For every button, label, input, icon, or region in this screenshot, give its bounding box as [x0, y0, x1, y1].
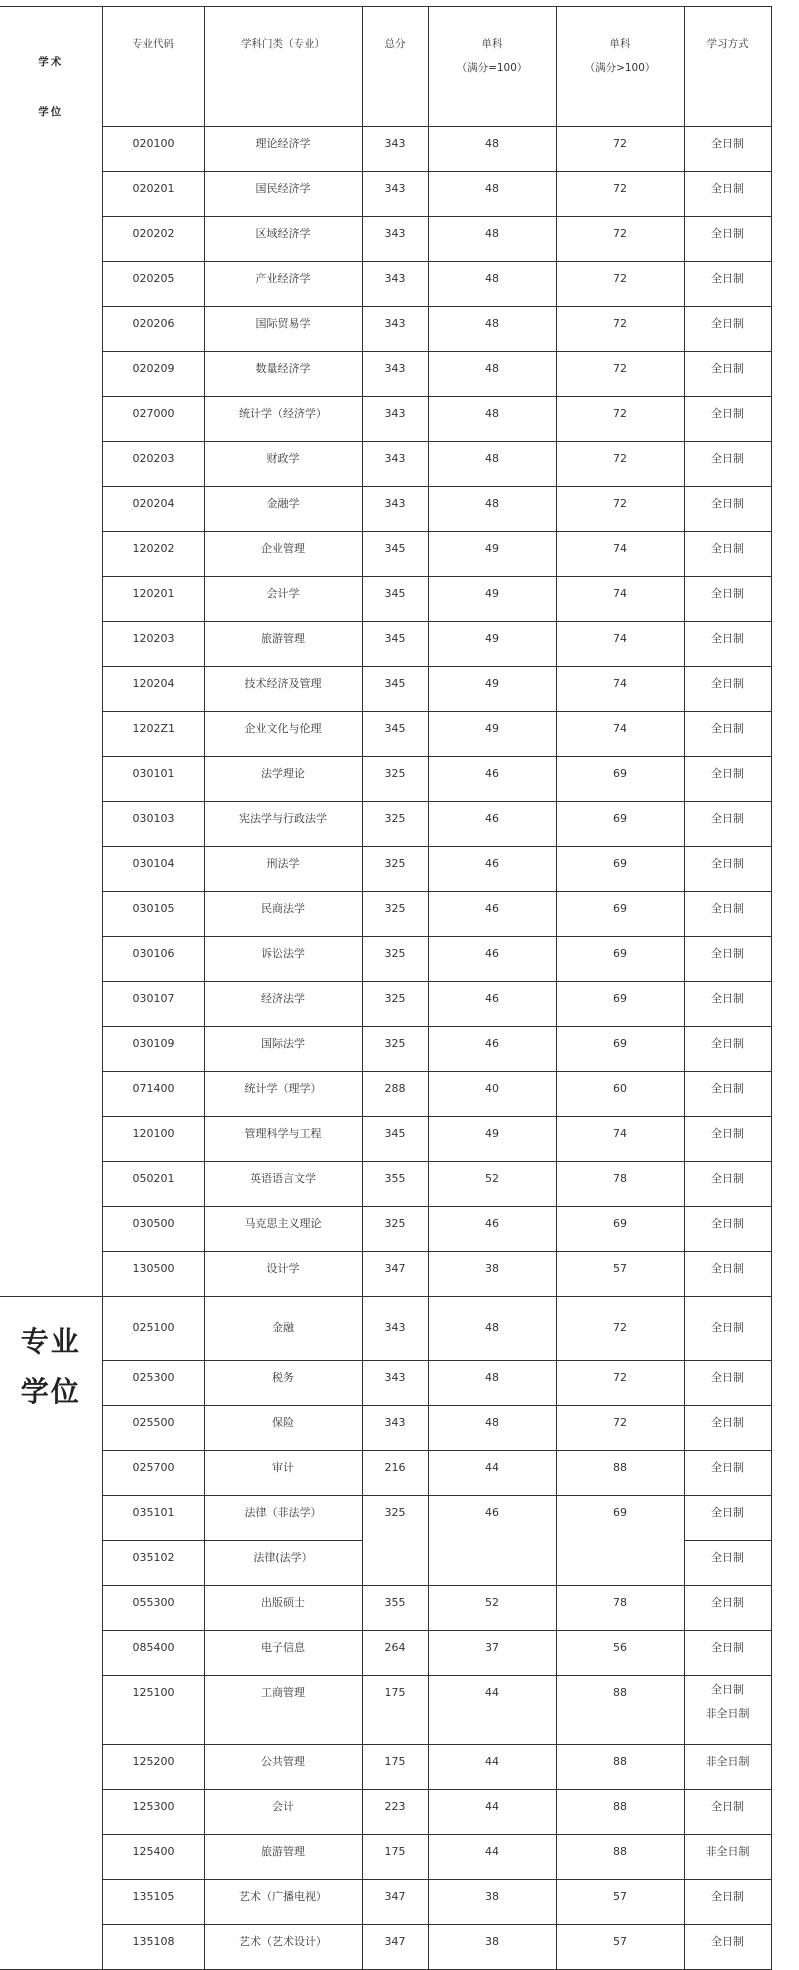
single-over-100-cell: 57	[556, 1925, 684, 1970]
total-cell: 175	[362, 1835, 428, 1880]
single-over-100-cell: 88	[556, 1451, 684, 1496]
table-row	[0, 1297, 771, 1361]
mode-cell: 全日制	[684, 1297, 771, 1361]
single-100-cell: 40	[428, 1072, 556, 1117]
mode-cell: 全日制	[684, 1631, 771, 1676]
discipline-cell: 审计	[204, 1451, 362, 1496]
discipline-cell: 数量经济学	[204, 352, 362, 397]
code-cell: 030103	[102, 802, 204, 847]
single-100-cell: 48	[428, 442, 556, 487]
total-cell: 223	[362, 1790, 428, 1835]
mode-cell: 全日制	[684, 1207, 771, 1252]
mode-cell: 全日制	[684, 937, 771, 982]
code-cell: 030106	[102, 937, 204, 982]
single-over-100-cell: 69	[556, 757, 684, 802]
code-cell: 030107	[102, 982, 204, 1027]
single-100-cell: 52	[428, 1162, 556, 1207]
single-over-100-cell: 69	[556, 847, 684, 892]
table-row	[0, 1631, 771, 1676]
table-row	[0, 757, 771, 802]
table-row	[0, 487, 771, 532]
discipline-cell: 旅游管理	[204, 1835, 362, 1880]
mode-cell: 全日制	[684, 1162, 771, 1207]
single-100-cell: 46	[428, 847, 556, 892]
single-100-cell: 38	[428, 1880, 556, 1925]
table-row	[0, 1162, 771, 1207]
mode-cell: 全日制	[684, 1541, 771, 1586]
mode-cell	[684, 1676, 771, 1745]
category-academic-line1: 学术	[38, 56, 64, 68]
single-100-cell: 48	[428, 217, 556, 262]
code-cell: 025700	[102, 1451, 204, 1496]
total-cell: 343	[362, 172, 428, 217]
discipline-cell: 技术经济及管理	[204, 667, 362, 712]
mode-cell: 全日制	[684, 217, 771, 262]
single-100-cell: 46	[428, 892, 556, 937]
discipline-cell: 统计学（经济学）	[204, 397, 362, 442]
single-100-cell: 46	[428, 1027, 556, 1072]
code-cell: 027000	[102, 397, 204, 442]
single-100-cell: 46	[428, 802, 556, 847]
mode-cell: 全日制	[684, 352, 771, 397]
total-cell: 343	[362, 442, 428, 487]
single-over-100-cell: 72	[556, 442, 684, 487]
single-100-cell: 48	[428, 1361, 556, 1406]
discipline-cell: 旅游管理	[204, 622, 362, 667]
table-row	[0, 1406, 771, 1451]
single-over-100-cell: 88	[556, 1790, 684, 1835]
table-row	[0, 397, 771, 442]
header-row	[0, 7, 771, 127]
discipline-cell: 企业管理	[204, 532, 362, 577]
discipline-cell: 法学理论	[204, 757, 362, 802]
code-cell: 030105	[102, 892, 204, 937]
single-over-100-cell: 72	[556, 217, 684, 262]
single-over-100-cell: 72	[556, 262, 684, 307]
code-cell: 020205	[102, 262, 204, 307]
code-cell: 125300	[102, 1790, 204, 1835]
single-100-cell: 38	[428, 1925, 556, 1970]
single-100-cell: 49	[428, 712, 556, 757]
total-cell: 355	[362, 1162, 428, 1207]
single-over-100-cell: 72	[556, 1406, 684, 1451]
total-cell: 264	[362, 1631, 428, 1676]
code-cell: 120202	[102, 532, 204, 577]
code-cell: 030104	[102, 847, 204, 892]
single-100-cell: 48	[428, 172, 556, 217]
discipline-cell: 统计学（理学）	[204, 1072, 362, 1117]
mode-cell: 全日制	[684, 712, 771, 757]
single-100-cell: 48	[428, 352, 556, 397]
table-row	[0, 1252, 771, 1297]
mode-cell: 全日制	[684, 442, 771, 487]
code-cell: 030500	[102, 1207, 204, 1252]
discipline-cell: 税务	[204, 1361, 362, 1406]
table-row	[0, 1790, 771, 1835]
single-over-100-cell: 69	[556, 1027, 684, 1072]
code-cell: 130500	[102, 1252, 204, 1297]
table-row	[0, 262, 771, 307]
discipline-cell: 艺术（艺术设计）	[204, 1925, 362, 1970]
mode-cell: 全日制	[684, 982, 771, 1027]
single-over-100-cell: 72	[556, 487, 684, 532]
single-over-100-cell: 72	[556, 352, 684, 397]
header-total: 总分	[362, 7, 428, 127]
code-cell: 030109	[102, 1027, 204, 1072]
single-100-cell: 44	[428, 1451, 556, 1496]
table-row	[0, 352, 771, 397]
single-over-100-cell: 57	[556, 1252, 684, 1297]
total-cell: 325	[362, 1496, 428, 1586]
table-row	[0, 1451, 771, 1496]
single-100-cell: 48	[428, 397, 556, 442]
mode-cell: 全日制	[684, 1361, 771, 1406]
code-cell: 085400	[102, 1631, 204, 1676]
table-row	[0, 172, 771, 217]
single-100-cell: 49	[428, 622, 556, 667]
code-cell: 055300	[102, 1586, 204, 1631]
table-row	[0, 937, 771, 982]
table-row	[0, 982, 771, 1027]
total-cell: 343	[362, 217, 428, 262]
single-over-100-cell: 69	[556, 937, 684, 982]
single-over-100-cell: 88	[556, 1745, 684, 1790]
discipline-cell: 管理科学与工程	[204, 1117, 362, 1162]
total-cell: 343	[362, 307, 428, 352]
total-cell: 343	[362, 262, 428, 307]
mode-cell: 全日制	[684, 1252, 771, 1297]
single-over-100-cell: 69	[556, 982, 684, 1027]
total-cell: 343	[362, 1361, 428, 1406]
mode-cell: 全日制	[684, 577, 771, 622]
discipline-cell: 马克思主义理论	[204, 1207, 362, 1252]
discipline-cell: 设计学	[204, 1252, 362, 1297]
single-100-cell: 46	[428, 1496, 556, 1586]
category-professional	[0, 1297, 102, 1970]
single-100-cell: 48	[428, 487, 556, 532]
header-single-100-note: （满分=100）	[456, 62, 528, 74]
single-over-100-cell: 74	[556, 712, 684, 757]
header-mode: 学习方式	[684, 7, 771, 127]
table-row	[0, 1835, 771, 1880]
total-cell: 343	[362, 1297, 428, 1361]
discipline-cell: 法律（非法学）	[204, 1496, 362, 1541]
single-100-cell: 44	[428, 1676, 556, 1745]
discipline-cell: 英语语言文学	[204, 1162, 362, 1207]
total-cell: 216	[362, 1451, 428, 1496]
single-over-100-cell: 69	[556, 1496, 684, 1586]
single-over-100-cell: 69	[556, 1207, 684, 1252]
table-row	[0, 1361, 771, 1406]
discipline-cell: 民商法学	[204, 892, 362, 937]
mode-cell: 全日制	[684, 802, 771, 847]
single-100-cell: 49	[428, 1117, 556, 1162]
mode-cell: 全日制	[684, 1027, 771, 1072]
single-over-100-cell: 72	[556, 1297, 684, 1361]
mode-cell: 全日制	[684, 667, 771, 712]
single-100-cell: 37	[428, 1631, 556, 1676]
mode-cell: 全日制	[684, 172, 771, 217]
total-cell: 288	[362, 1072, 428, 1117]
category-professional-line1: 专业	[20, 1325, 81, 1358]
discipline-cell: 公共管理	[204, 1745, 362, 1790]
mode-cell: 全日制	[684, 847, 771, 892]
single-over-100-cell: 72	[556, 307, 684, 352]
single-over-100-cell: 72	[556, 172, 684, 217]
total-cell: 347	[362, 1880, 428, 1925]
single-over-100-cell: 60	[556, 1072, 684, 1117]
single-over-100-cell: 74	[556, 622, 684, 667]
mode-cell: 全日制	[684, 1406, 771, 1451]
single-100-cell: 48	[428, 1406, 556, 1451]
single-100-cell: 49	[428, 577, 556, 622]
single-over-100-cell: 69	[556, 802, 684, 847]
discipline-cell: 金融学	[204, 487, 362, 532]
total-cell: 347	[362, 1925, 428, 1970]
table-row	[0, 1925, 771, 1970]
code-cell: 120201	[102, 577, 204, 622]
single-over-100-cell: 78	[556, 1586, 684, 1631]
table-row	[0, 1207, 771, 1252]
single-over-100-cell: 74	[556, 532, 684, 577]
mode-cell: 全日制	[684, 397, 771, 442]
total-cell: 175	[362, 1676, 428, 1745]
table-row	[0, 307, 771, 352]
score-table	[0, 6, 772, 1970]
single-100-cell: 44	[428, 1835, 556, 1880]
single-over-100-cell: 72	[556, 1361, 684, 1406]
single-100-cell: 48	[428, 307, 556, 352]
mode-cell: 全日制	[684, 1586, 771, 1631]
table-row	[0, 892, 771, 937]
total-cell: 345	[362, 622, 428, 667]
table-row	[0, 1072, 771, 1117]
mode-cell: 全日制	[684, 1117, 771, 1162]
header-single-over-100-title: 单科	[609, 38, 631, 50]
total-cell: 325	[362, 1027, 428, 1072]
single-100-cell: 38	[428, 1252, 556, 1297]
table-row	[0, 1586, 771, 1631]
total-cell: 345	[362, 667, 428, 712]
mode-line: 全日制	[711, 1683, 744, 1696]
code-cell: 020203	[102, 442, 204, 487]
code-cell: 135108	[102, 1925, 204, 1970]
table-row	[0, 712, 771, 757]
single-100-cell: 48	[428, 262, 556, 307]
table-row	[0, 442, 771, 487]
code-cell: 020201	[102, 172, 204, 217]
total-cell: 175	[362, 1745, 428, 1790]
table-row	[0, 1117, 771, 1162]
mode-cell: 全日制	[684, 532, 771, 577]
table-row	[0, 1676, 771, 1745]
mode-cell: 全日制	[684, 1496, 771, 1541]
single-100-cell: 48	[428, 1297, 556, 1361]
code-cell: 125100	[102, 1676, 204, 1745]
discipline-cell: 刑法学	[204, 847, 362, 892]
single-100-cell: 49	[428, 532, 556, 577]
single-over-100-cell: 78	[556, 1162, 684, 1207]
mode-cell: 全日制	[684, 1451, 771, 1496]
code-cell: 030101	[102, 757, 204, 802]
table-row	[0, 127, 771, 172]
table-row	[0, 217, 771, 262]
code-cell: 135105	[102, 1880, 204, 1925]
single-100-cell: 49	[428, 667, 556, 712]
code-cell: 120100	[102, 1117, 204, 1162]
table-row	[0, 667, 771, 712]
single-100-cell: 46	[428, 937, 556, 982]
mode-cell: 全日制	[684, 262, 771, 307]
table-row	[0, 1496, 771, 1541]
discipline-cell: 理论经济学	[204, 127, 362, 172]
mode-cell: 全日制	[684, 127, 771, 172]
total-cell: 325	[362, 757, 428, 802]
discipline-cell: 国民经济学	[204, 172, 362, 217]
code-cell: 1202Z1	[102, 712, 204, 757]
table-row	[0, 577, 771, 622]
single-over-100-cell: 74	[556, 1117, 684, 1162]
category-academic	[0, 7, 102, 1297]
mode-line: 非全日制	[705, 1707, 750, 1720]
mode-cell: 全日制	[684, 1925, 771, 1970]
single-100-cell: 46	[428, 1207, 556, 1252]
table-row	[0, 847, 771, 892]
total-cell: 345	[362, 532, 428, 577]
table-row	[0, 532, 771, 577]
total-cell: 343	[362, 397, 428, 442]
code-cell: 035101	[102, 1496, 204, 1541]
total-cell: 325	[362, 847, 428, 892]
mode-cell: 全日制	[684, 1880, 771, 1925]
discipline-cell: 电子信息	[204, 1631, 362, 1676]
discipline-cell: 出版硕士	[204, 1586, 362, 1631]
discipline-cell: 保险	[204, 1406, 362, 1451]
total-cell: 345	[362, 712, 428, 757]
header-single-over-100	[556, 7, 684, 127]
code-cell: 025500	[102, 1406, 204, 1451]
discipline-cell: 国际法学	[204, 1027, 362, 1072]
total-cell: 345	[362, 1117, 428, 1162]
single-over-100-cell: 57	[556, 1880, 684, 1925]
code-cell: 125200	[102, 1745, 204, 1790]
single-over-100-cell: 69	[556, 892, 684, 937]
discipline-cell: 工商管理	[204, 1676, 362, 1745]
code-cell: 120203	[102, 622, 204, 667]
discipline-cell: 产业经济学	[204, 262, 362, 307]
table-row	[0, 1027, 771, 1072]
single-over-100-cell: 74	[556, 667, 684, 712]
code-cell: 050201	[102, 1162, 204, 1207]
code-cell: 025300	[102, 1361, 204, 1406]
header-discipline: 学科门类（专业）	[204, 7, 362, 127]
discipline-cell: 财政学	[204, 442, 362, 487]
single-100-cell: 44	[428, 1790, 556, 1835]
discipline-cell: 会计	[204, 1790, 362, 1835]
code-cell: 125400	[102, 1835, 204, 1880]
header-code: 专业代码	[102, 7, 204, 127]
discipline-cell: 法律(法学）	[204, 1541, 362, 1586]
category-academic-line2: 学位	[38, 106, 64, 118]
table-row	[0, 1745, 771, 1790]
table-row	[0, 1880, 771, 1925]
discipline-cell: 会计学	[204, 577, 362, 622]
single-over-100-cell: 74	[556, 577, 684, 622]
code-cell: 020204	[102, 487, 204, 532]
total-cell: 343	[362, 1406, 428, 1451]
discipline-cell: 宪法学与行政法学	[204, 802, 362, 847]
single-100-cell: 46	[428, 757, 556, 802]
discipline-cell: 企业文化与伦理	[204, 712, 362, 757]
single-100-cell: 52	[428, 1586, 556, 1631]
header-single-100-title: 单科	[481, 38, 503, 50]
code-cell: 020209	[102, 352, 204, 397]
header-single-over-100-note: （满分>100）	[584, 62, 656, 74]
discipline-cell: 经济法学	[204, 982, 362, 1027]
code-cell: 035102	[102, 1541, 204, 1586]
discipline-cell: 诉讼法学	[204, 937, 362, 982]
single-over-100-cell: 72	[556, 127, 684, 172]
single-over-100-cell: 88	[556, 1835, 684, 1880]
total-cell: 343	[362, 487, 428, 532]
table-row	[0, 802, 771, 847]
mode-cell: 非全日制	[684, 1745, 771, 1790]
single-over-100-cell: 72	[556, 397, 684, 442]
mode-cell: 全日制	[684, 307, 771, 352]
single-100-cell: 46	[428, 982, 556, 1027]
discipline-cell: 区域经济学	[204, 217, 362, 262]
code-cell: 120204	[102, 667, 204, 712]
table-row	[0, 622, 771, 667]
total-cell: 325	[362, 802, 428, 847]
mode-cell: 全日制	[684, 1790, 771, 1835]
total-cell: 325	[362, 982, 428, 1027]
mode-cell: 全日制	[684, 487, 771, 532]
single-over-100-cell: 88	[556, 1676, 684, 1745]
total-cell: 325	[362, 892, 428, 937]
code-cell: 071400	[102, 1072, 204, 1117]
mode-cell: 非全日制	[684, 1835, 771, 1880]
total-cell: 325	[362, 937, 428, 982]
total-cell: 343	[362, 127, 428, 172]
single-over-100-cell: 56	[556, 1631, 684, 1676]
mode-cell: 全日制	[684, 622, 771, 667]
total-cell: 355	[362, 1586, 428, 1631]
code-cell: 020100	[102, 127, 204, 172]
total-cell: 343	[362, 352, 428, 397]
single-100-cell: 48	[428, 127, 556, 172]
total-cell: 347	[362, 1252, 428, 1297]
mode-cell: 全日制	[684, 892, 771, 937]
header-single-100	[428, 7, 556, 127]
discipline-cell: 金融	[204, 1297, 362, 1361]
single-100-cell: 44	[428, 1745, 556, 1790]
category-professional-line2: 学位	[20, 1375, 81, 1408]
mode-cell: 全日制	[684, 1072, 771, 1117]
code-cell: 025100	[102, 1297, 204, 1361]
code-cell: 020202	[102, 217, 204, 262]
discipline-cell: 国际贸易学	[204, 307, 362, 352]
discipline-cell: 艺术（广播电视）	[204, 1880, 362, 1925]
code-cell: 020206	[102, 307, 204, 352]
total-cell: 345	[362, 577, 428, 622]
mode-cell: 全日制	[684, 757, 771, 802]
total-cell: 325	[362, 1207, 428, 1252]
